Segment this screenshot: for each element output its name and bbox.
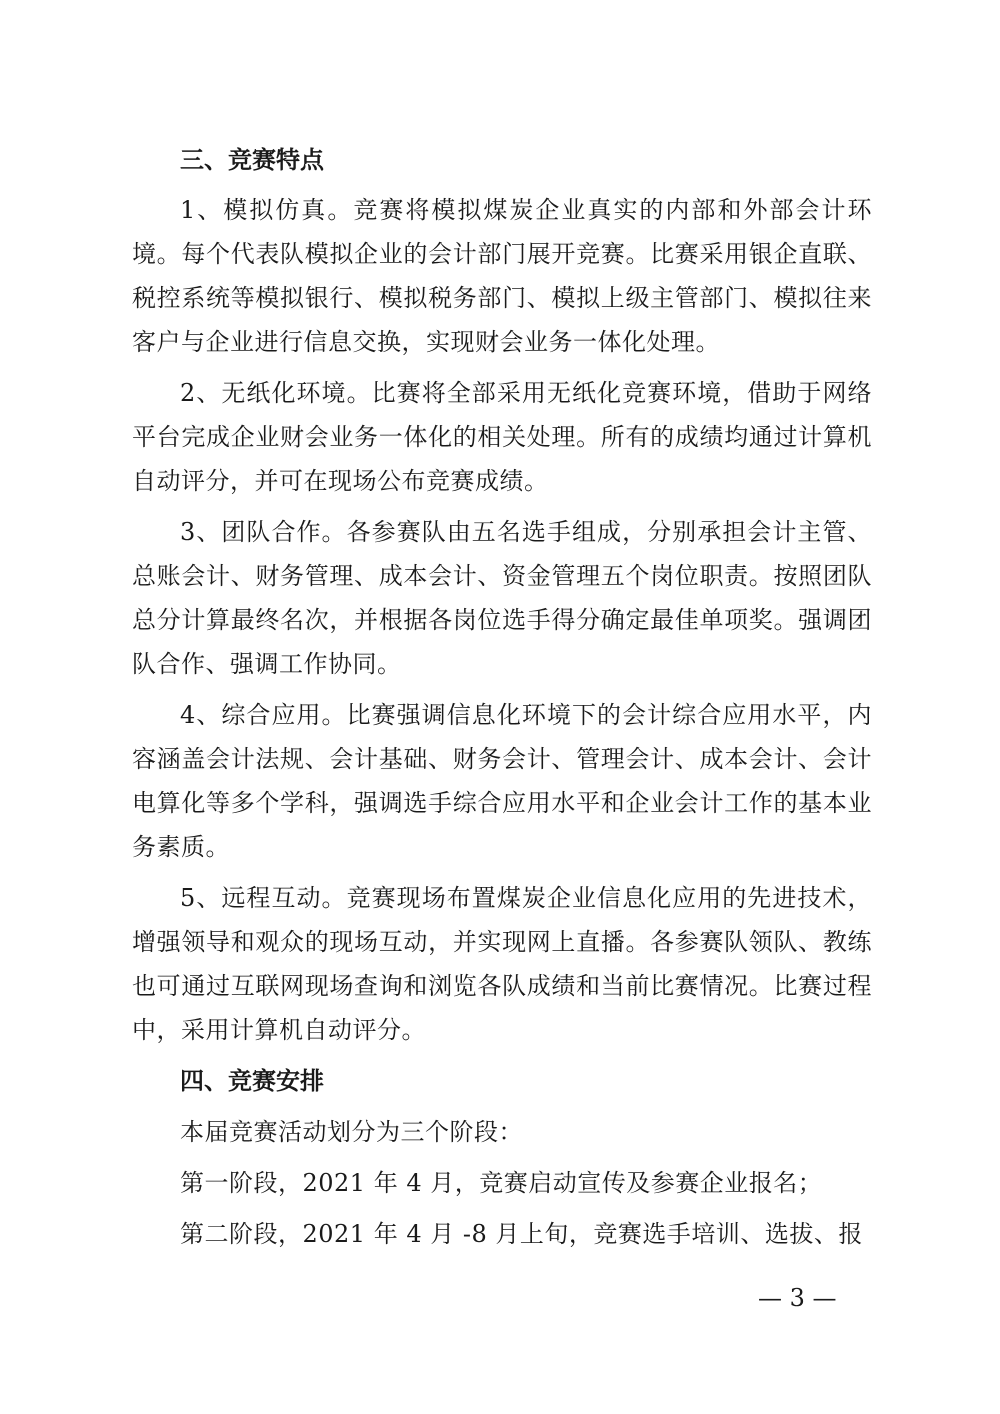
paragraph-teamwork: 3、团队合作。各参赛队由五名选手组成，分别承担会计主管、总账会计、财务管理、成本会计、资金管理五个岗位职责。按照团队总分计算最终名次，并根据各岗位选手得分确定最佳单项奖。强调团队合作、强调工作协同。: [132, 518, 872, 678]
schedule-stage-one: 第一阶段，2021 年 4 月，竞赛启动宣传及参赛企业报名；: [180, 1169, 823, 1197]
section-heading-features: 三、竞赛特点: [180, 146, 324, 174]
schedule-stage-two: 第二阶段，2021 年 4 月 -8 月上旬，竞赛选手培训、选拔、报: [180, 1220, 863, 1248]
section-heading-schedule: 四、竞赛安排: [180, 1067, 324, 1095]
schedule-intro: 本届竞赛活动划分为三个阶段：: [180, 1118, 523, 1146]
page-number: — 3 —: [758, 1284, 837, 1312]
paragraph-simulation: 1、模拟仿真。竞赛将模拟煤炭企业真实的内部和外部会计环境。每个代表队模拟企业的会计部门展开竞赛。比赛采用银企直联、税控系统等模拟银行、模拟税务部门、模拟上级主管部门、模拟往来客户与企业进行信息交换，实现财会业务一体化处理。: [132, 196, 872, 356]
paragraph-paperless: 2、无纸化环境。比赛将全部采用无纸化竞赛环境，借助于网络平台完成企业财会业务一体化的相关处理。所有的成绩均通过计算机自动评分，并可在现场公布竞赛成绩。: [132, 379, 872, 495]
document-page: [132, 138, 872, 1256]
paragraph-application: 4、综合应用。比赛强调信息化环境下的会计综合应用水平，内容涵盖会计法规、会计基础、财务会计、管理会计、成本会计、会计电算化等多个学科，强调选手综合应用水平和企业会计工作的基本业务素质。: [132, 701, 872, 861]
paragraph-remote-interaction: 5、远程互动。竞赛现场布置煤炭企业信息化应用的先进技术，增强领导和观众的现场互动，并实现网上直播。各参赛队领队、教练也可通过互联网现场查询和浏览各队成绩和当前比赛情况。比赛过程中，采用计算机自动评分。: [132, 884, 872, 1044]
